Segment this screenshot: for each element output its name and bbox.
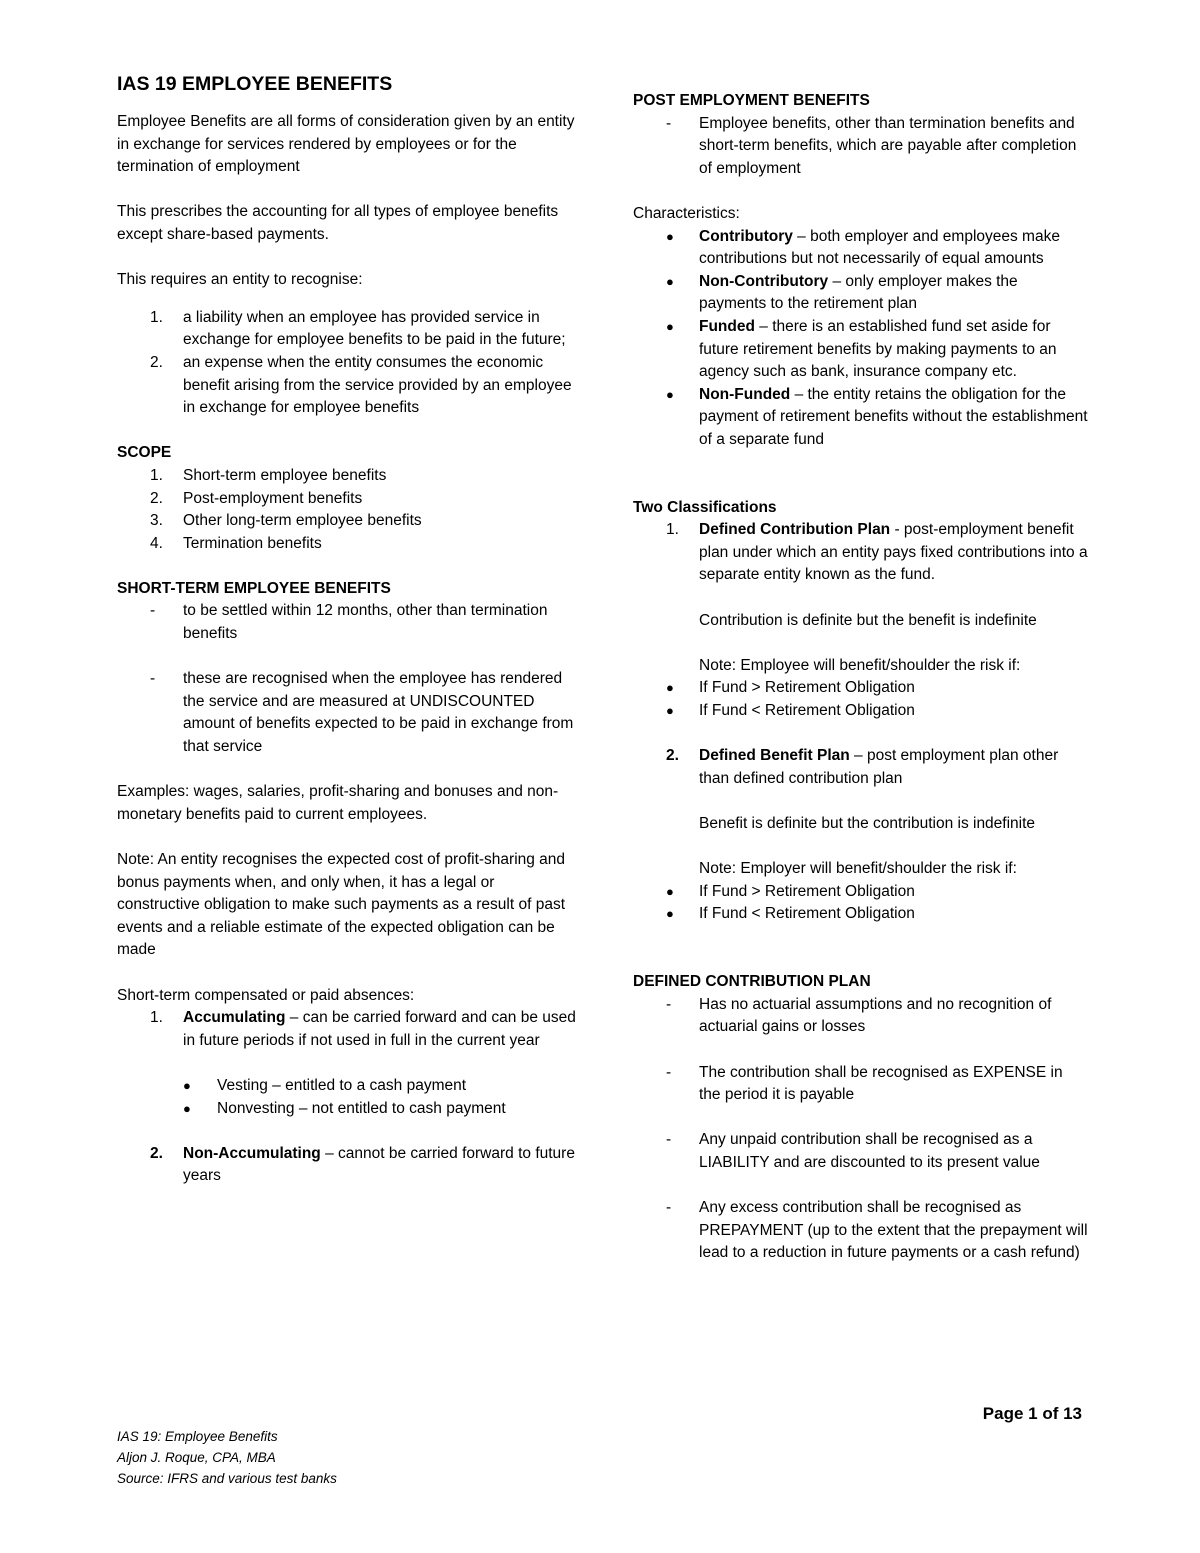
footer-title: IAS 19: Employee Benefits [117, 1429, 278, 1444]
dbp-note: Note: Employer will benefit/shoulder the risk if: [699, 860, 1017, 878]
bullet-icon: ● [666, 883, 674, 899]
dcp-note: Note: Employee will benefit/shoulder the risk if: [699, 656, 1021, 674]
list-item: - Any unpaid contribution shall be recognised as a LIABILITY and are discounted to its present value [666, 1131, 1040, 1171]
list-item: ● Vesting – entitled to a cash payment [117, 1075, 579, 1098]
intro-definition: Employee Benefits are all forms of consideration given by an entity in exchange for services rendered by employees or for the termination of employment [117, 113, 575, 176]
bullet-icon: ● [666, 273, 674, 289]
list-item: ● If Fund < Retirement Obligation [633, 903, 1088, 926]
list-item: - Employee benefits, other than termination benefits and short-term benefits, which are payable after completion of employment [666, 114, 1077, 177]
intro-scope-statement: This prescribes the accounting for all types of employee benefits except share-based payments. [117, 203, 559, 243]
list-item: - Has no actuarial assumptions and no recognition of actuarial gains or losses [666, 995, 1052, 1036]
list-item: ● If Fund < Retirement Obligation [633, 700, 1088, 723]
left-column [117, 70, 579, 1188]
bullet-icon: ● [183, 1077, 191, 1093]
document-title: IAS 19 EMPLOYEE BENEFITS [117, 73, 393, 95]
list-item: 1. Short-term employee benefits [150, 466, 387, 484]
list-item: 2. Non-Accumulating – cannot be carried forward to future years [150, 1144, 575, 1185]
list-item: 2. Defined Benefit Plan – post employment plan other than defined contribution plan [666, 747, 1059, 787]
right-column [633, 90, 1088, 1265]
footer-author: Aljon J. Roque, CPA, MBA [117, 1450, 276, 1465]
bullet-icon: ● [666, 680, 674, 696]
list-item: ● If Fund > Retirement Obligation [633, 677, 1088, 700]
list-item: - Any excess contribution shall be recognised as PREPAYMENT (up to the extent that the prepayment will lead to a reduction in future payments or a cash refund) [666, 1199, 1088, 1262]
examples-text: Examples: wages, salaries, profit-sharing and bonuses and non-monetary benefits paid to current employees. [117, 783, 559, 823]
list-item: 3. Other long-term employee benefits [150, 512, 422, 530]
bullet-icon: ● [666, 386, 674, 402]
list-item: 2. Post-employment benefits [150, 489, 363, 507]
bullet-icon: ● [666, 228, 674, 244]
list-item: 4. Termination benefits [150, 534, 322, 552]
classifications-heading: Two Classifications [633, 498, 777, 516]
list-item: - these are recognised when the employee has rendered the service and are measured at UNDISCOUNTED amount of benefits expected to be paid in exchange from that service [150, 670, 574, 756]
dcp-summary: Contribution is definite but the benefit is indefinite [699, 611, 1037, 629]
list-item: ● Non-Funded – the entity retains the obligation for the payment of retirement benefits without the establishment of a separate fund [666, 385, 1088, 448]
characteristics-heading: Characteristics: [633, 204, 740, 222]
short-term-heading: SHORT-TERM EMPLOYEE BENEFITS [117, 579, 391, 597]
list-item: 2. an expense when the entity consumes the economic benefit arising from the service provided by an employee in exchange for employee benefits [150, 353, 572, 417]
bullet-icon: ● [666, 703, 674, 719]
scope-heading: SCOPE [117, 444, 172, 462]
list-item: ● Nonvesting – not entitled to cash payment [117, 1098, 579, 1121]
post-employment-heading: POST EMPLOYMENT BENEFITS [633, 92, 870, 109]
list-item: - to be settled within 12 months, other than termination benefits [150, 602, 548, 643]
list-item: 1. Accumulating – can be carried forward and can be used in future periods if not used in full in the current year [150, 1009, 576, 1049]
bullet-icon: ● [183, 1100, 191, 1116]
bullet-icon: ● [666, 906, 674, 922]
dc-plan-heading: DEFINED CONTRIBUTION PLAN [633, 973, 871, 991]
list-item: - The contribution shall be recognised as EXPENSE in the period it is payable [666, 1063, 1063, 1104]
list-item: ● Funded – there is an established fund set aside for future retirement benefits by making payments to an agency such as bank, insurance company etc. [666, 317, 1057, 381]
recognise-intro: This requires an entity to recognise: [117, 271, 363, 289]
note-text: Note: An entity recognises the expected cost of profit-sharing and bonus payments when, and only when, it has a legal or constructive obligation to make such payments as a result of past events and a reliable estimate of the expected obligation can be made [117, 851, 566, 959]
list-item: 1. Defined Contribution Plan - post-employment benefit plan under which an entity pays fixed contributions into a separate entity known as the fund. [666, 521, 1088, 584]
list-item: ● Contributory – both employer and employees make contributions but not necessarily of equal amounts [666, 227, 1060, 268]
list-item: ● If Fund > Retirement Obligation [633, 881, 1088, 904]
bullet-icon: ● [666, 318, 674, 334]
footer-source: Source: IFRS and various test banks [117, 1471, 337, 1486]
list-item: 1. a liability when an employee has provided service in exchange for employee benefits to be paid in the future; [150, 308, 566, 349]
footer [117, 1426, 337, 1489]
absences-intro: Short-term compensated or paid absences: [117, 986, 415, 1004]
page-number: Page 1 of 13 [982, 1404, 1082, 1423]
dbp-summary: Benefit is definite but the contribution is indefinite [699, 815, 1036, 832]
list-item: ● Non-Contributory – only employer makes the payments to the retirement plan [666, 272, 1018, 313]
